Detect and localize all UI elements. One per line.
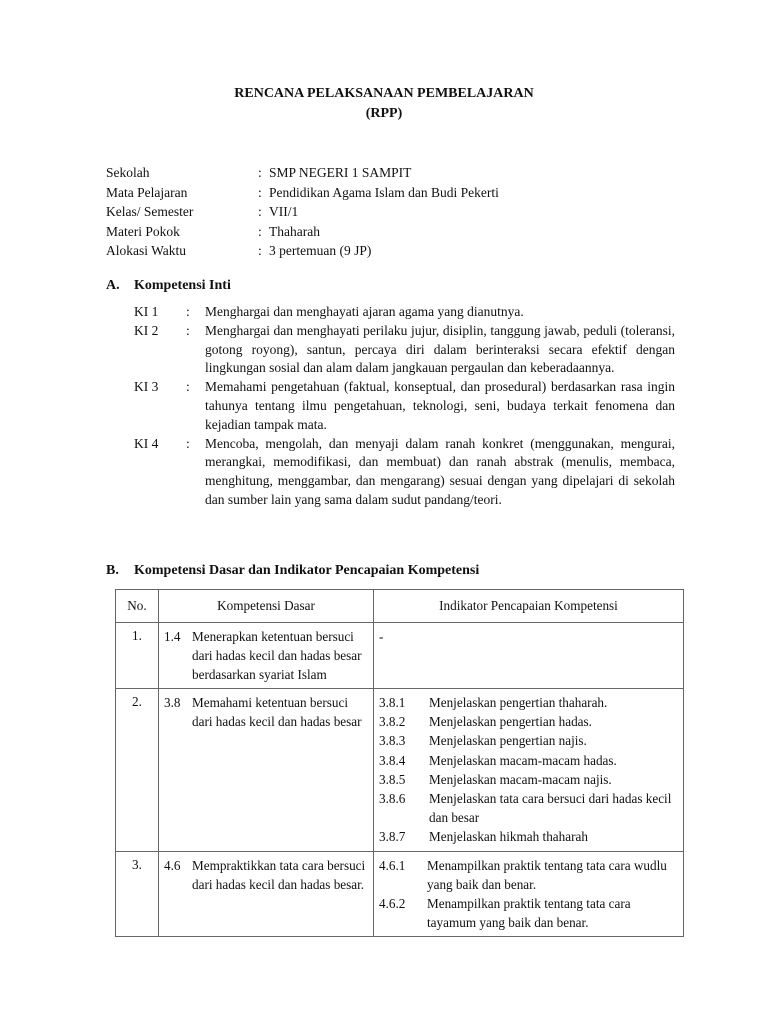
indicator-text: Menjelaskan pengertian hadas. <box>429 714 592 730</box>
ki-text: Menghargai dan menghayati perilaku jujur, disiplin, tanggung jawab, peduli (toleransi, gotong royong), santun, percaya diri dalam berinteraksi secara efektif dengan lingkungan sosial dan alam dalam jangkauan pergaulan dan keberadaannya. <box>205 322 675 376</box>
identity-colon: : <box>258 165 262 180</box>
kd-cell <box>159 851 374 937</box>
ki-text: Memahami pengetahuan (faktual, konseptual, dan prosedural) berdasarkan rasa ingin tahunya tentang ilmu pengetahuan, teknologi, seni, budaya terkait fenomena dan kejadian tampak mata. <box>205 379 675 432</box>
identity-colon: : <box>258 204 262 219</box>
identity-colon: : <box>258 223 262 239</box>
row-number: 1. <box>116 623 159 689</box>
section-letter: A. <box>106 278 120 293</box>
ki-text: Menghargai dan menghayati ajaran agama yang dianutnya. <box>205 304 524 319</box>
indicator-code: 3.8.7 <box>379 829 406 845</box>
indicator-code: 3.8.2 <box>379 714 406 730</box>
ki-colon: : <box>186 379 190 395</box>
indicator-text: Menampilkan praktik tentang tata cara tayamum yang baik dan benar. <box>427 896 631 931</box>
kd-item <box>164 693 368 731</box>
indicator-code: 3.8.4 <box>379 752 406 768</box>
identity-label: Alokasi Waktu <box>106 243 187 258</box>
identity-row-class <box>106 202 666 222</box>
indicator-item <box>379 770 678 789</box>
indicator-text: Menjelaskan pengertian najis. <box>429 733 587 749</box>
ki-item-3 <box>134 378 675 434</box>
indicator-text: Menjelaskan pengertian thaharah. <box>429 695 608 710</box>
identity-colon: : <box>258 243 262 258</box>
indicator-code: 3.8.3 <box>379 733 406 749</box>
indicator-text: Menjelaskan hikmah thaharah <box>429 829 588 845</box>
document-title: RENCANA PELAKSANAAN PEMBELAJARAN <box>234 86 534 101</box>
table-row <box>116 623 684 689</box>
ki-colon: : <box>186 304 190 319</box>
indicator-item <box>379 731 678 750</box>
indicator-item <box>379 894 678 932</box>
indicator-code: 4.6.1 <box>379 857 406 873</box>
kd-code: 3.8 <box>164 695 181 710</box>
indicator-code: 3.8.6 <box>379 791 406 807</box>
table-row <box>116 689 684 852</box>
indicator-item <box>379 827 678 846</box>
table-header-row <box>116 590 684 623</box>
kd-cell <box>159 689 374 852</box>
kd-text: Mempraktikkan tata cara bersuci dari hadas kecil dan hadas besar. <box>192 857 366 892</box>
ki-item-4 <box>134 435 675 510</box>
ki-item-2 <box>134 322 675 378</box>
section-title: Kompetensi Inti <box>134 278 231 293</box>
identity-label: Mata Pelajaran <box>106 184 188 200</box>
identity-label: Kelas/ Semester <box>106 204 194 219</box>
indicator-cell <box>374 851 684 937</box>
indicator-code: 3.8.1 <box>379 695 406 710</box>
ki-text: Mencoba, mengolah, dan menyaji dalam ranah konkret (menggunakan, mengurai, merangkai, memodifikasi, dan membuat) dan ranah abstrak (menulis, membaca, menghitung, menggambar, dan mengarang) sesuai dengan yang dipelajari di sekolah dan sumber lain yang sama dalam sudut pandang/teori. <box>205 435 675 507</box>
identity-row-school <box>106 163 666 183</box>
section-letter: B. <box>106 563 119 578</box>
identity-colon: : <box>258 184 262 200</box>
indicator-empty: - <box>379 629 384 644</box>
column-header-indicator: Indikator Pencapaian Kompetensi <box>374 590 684 623</box>
indicator-item <box>379 789 678 827</box>
table-row <box>116 851 684 937</box>
indicator-item <box>379 751 678 770</box>
column-header-kd: Kompetensi Dasar <box>159 590 374 623</box>
indicator-text: Menjelaskan tata cara bersuci dari hadas kecil dan besar <box>429 791 672 826</box>
row-number: 3. <box>116 851 159 937</box>
indicator-text: Menjelaskan macam-macam najis. <box>429 771 612 787</box>
kd-code: 4.6 <box>164 857 181 873</box>
identity-value: 3 pertemuan (9 JP) <box>269 243 372 258</box>
indicator-item <box>379 693 678 712</box>
kd-code: 1.4 <box>164 629 181 644</box>
indicator-cell <box>374 689 684 852</box>
ki-code: KI 4 <box>134 435 159 451</box>
identity-row-time <box>106 241 666 261</box>
identity-value: Pendidikan Agama Islam dan Budi Pekerti <box>269 184 499 200</box>
section-a-heading <box>106 278 231 294</box>
kd-item <box>164 856 368 894</box>
indicator-text: Menjelaskan macam-macam hadas. <box>429 752 617 768</box>
section-title: Kompetensi Dasar dan Indikator Pencapaian Kompetensi <box>134 563 480 578</box>
section-b-heading <box>106 563 479 579</box>
kd-cell <box>159 623 374 689</box>
competency-table <box>115 589 684 937</box>
ki-item-1 <box>134 303 675 322</box>
indicator-text: Menampilkan praktik tentang tata cara wudlu yang baik dan benar. <box>427 857 667 892</box>
row-number: 2. <box>116 689 159 852</box>
kd-text: Menerapkan ketentuan bersuci dari hadas kecil dan hadas besar berdasarkan syariat Islam <box>192 629 362 682</box>
ki-colon: : <box>186 322 190 338</box>
indicator-code: 3.8.5 <box>379 771 406 787</box>
column-header-no: No. <box>116 590 159 623</box>
identity-value: SMP NEGERI 1 SAMPIT <box>269 165 412 180</box>
identity-label: Sekolah <box>106 165 150 180</box>
ki-code: KI 2 <box>134 322 159 338</box>
identity-block <box>106 163 666 261</box>
identity-row-subject <box>106 183 666 203</box>
ki-code: KI 1 <box>134 304 159 319</box>
identity-row-topic <box>106 222 666 242</box>
ki-colon: : <box>186 435 190 451</box>
indicator-code: 4.6.2 <box>379 896 406 912</box>
identity-label: Materi Pokok <box>106 223 180 239</box>
document-subtitle: (RPP) <box>365 106 403 121</box>
identity-value: Thaharah <box>269 223 320 239</box>
kd-text: Memahami ketentuan bersuci dari hadas kecil dan hadas besar <box>192 695 362 729</box>
indicator-item <box>379 856 678 894</box>
identity-value: VII/1 <box>269 204 299 219</box>
indicator-cell <box>374 623 684 689</box>
ki-list <box>134 303 675 510</box>
ki-code: KI 3 <box>134 379 159 395</box>
indicator-item <box>379 712 678 731</box>
kd-item <box>164 627 368 684</box>
